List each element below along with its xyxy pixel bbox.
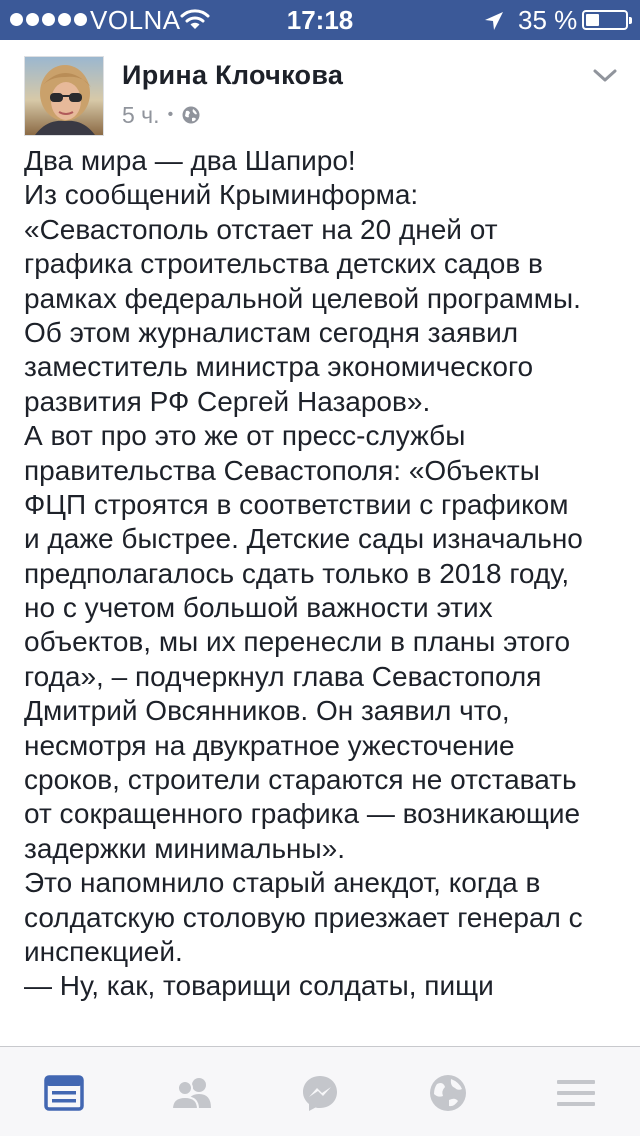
post-text — [24, 144, 634, 1004]
post-text-line: Об этом журналистам сегодня заявил — [24, 316, 519, 348]
avatar-photo — [25, 57, 103, 135]
post-text-line: инспекцией. — [24, 935, 183, 967]
post-text-line: сроков, строители стараются не отставать — [24, 764, 577, 796]
tab-notifications[interactable] — [408, 1053, 488, 1133]
post-text-line: Из сообщений Крыминформа: — [24, 179, 419, 211]
meta-separator: • — [167, 106, 174, 123]
post-text-line: года», – подчеркнул глава Севастополя — [24, 660, 542, 692]
news-feed-icon — [44, 1075, 84, 1111]
post-text-line: правительства Севастополя: «Объекты — [24, 454, 540, 486]
status-time: 17:18 — [286, 5, 354, 35]
bottom-tab-bar — [0, 1046, 640, 1136]
post-text-line: развития РФ Сергей Назаров». — [24, 385, 431, 417]
carrier-name: VOLNA — [90, 5, 181, 35]
post-text-line: Дмитрий Овсянников. Он заявил что, — [24, 695, 510, 727]
post-timestamp[interactable]: 5 ч. — [122, 101, 160, 128]
post-text-line: солдатскую столовую приезжает генерал с — [24, 901, 583, 933]
tab-news-feed[interactable] — [24, 1053, 104, 1133]
tab-friends[interactable] — [152, 1053, 232, 1133]
battery-percent: 35 % — [518, 5, 578, 35]
globe-icon — [181, 105, 201, 125]
post-meta — [122, 100, 201, 130]
post-text-line: «Севастополь отстает на 20 дней от — [24, 213, 498, 245]
post-text-line: рамках федеральной целевой программы. — [24, 282, 581, 314]
chevron-down-icon[interactable] — [592, 66, 618, 86]
post-text-line: графика строительства детских садов в — [24, 248, 543, 280]
post-text-line: А вот про это же от пресс-службы — [24, 420, 466, 452]
post-text-line: Два мира — два Шапиро! — [24, 145, 356, 176]
messenger-icon — [300, 1073, 340, 1113]
post-text-line: несмотря на двукратное ужесточение — [24, 729, 515, 761]
post-text-line: объектов, мы их перенесли в планы этого — [24, 626, 571, 658]
battery-icon — [582, 10, 628, 30]
location-arrow-icon — [483, 10, 505, 32]
post-text-line: — Ну, как, товарищи солдаты, пищи — [24, 970, 494, 1002]
post-text-line: задержки минимальны». — [24, 832, 345, 864]
menu-icon — [556, 1078, 596, 1108]
tab-messenger[interactable] — [280, 1053, 360, 1133]
post-text-line: предполагалось сдать только в 2018 году, — [24, 557, 570, 589]
post-text-line: заместитель министра экономического — [24, 351, 534, 383]
post-text-line: Это напомнило старый анекдот, когда в — [24, 867, 541, 899]
tab-menu[interactable] — [536, 1053, 616, 1133]
author-name[interactable]: Ирина Клочкова — [122, 60, 344, 90]
post-text-line: и даже быстрее. Детские сады изначально — [24, 523, 583, 555]
status-bar — [0, 0, 640, 40]
post-text-line: от сокращенного графика — возникающие — [24, 798, 581, 830]
post-text-line: ФЦП строятся в соответствии с графиком — [24, 488, 569, 520]
author-avatar[interactable] — [24, 56, 104, 136]
friends-icon — [169, 1076, 215, 1110]
post-text-line: но с учетом большой важности этих — [24, 592, 493, 624]
globe-notifications-icon — [428, 1073, 468, 1113]
